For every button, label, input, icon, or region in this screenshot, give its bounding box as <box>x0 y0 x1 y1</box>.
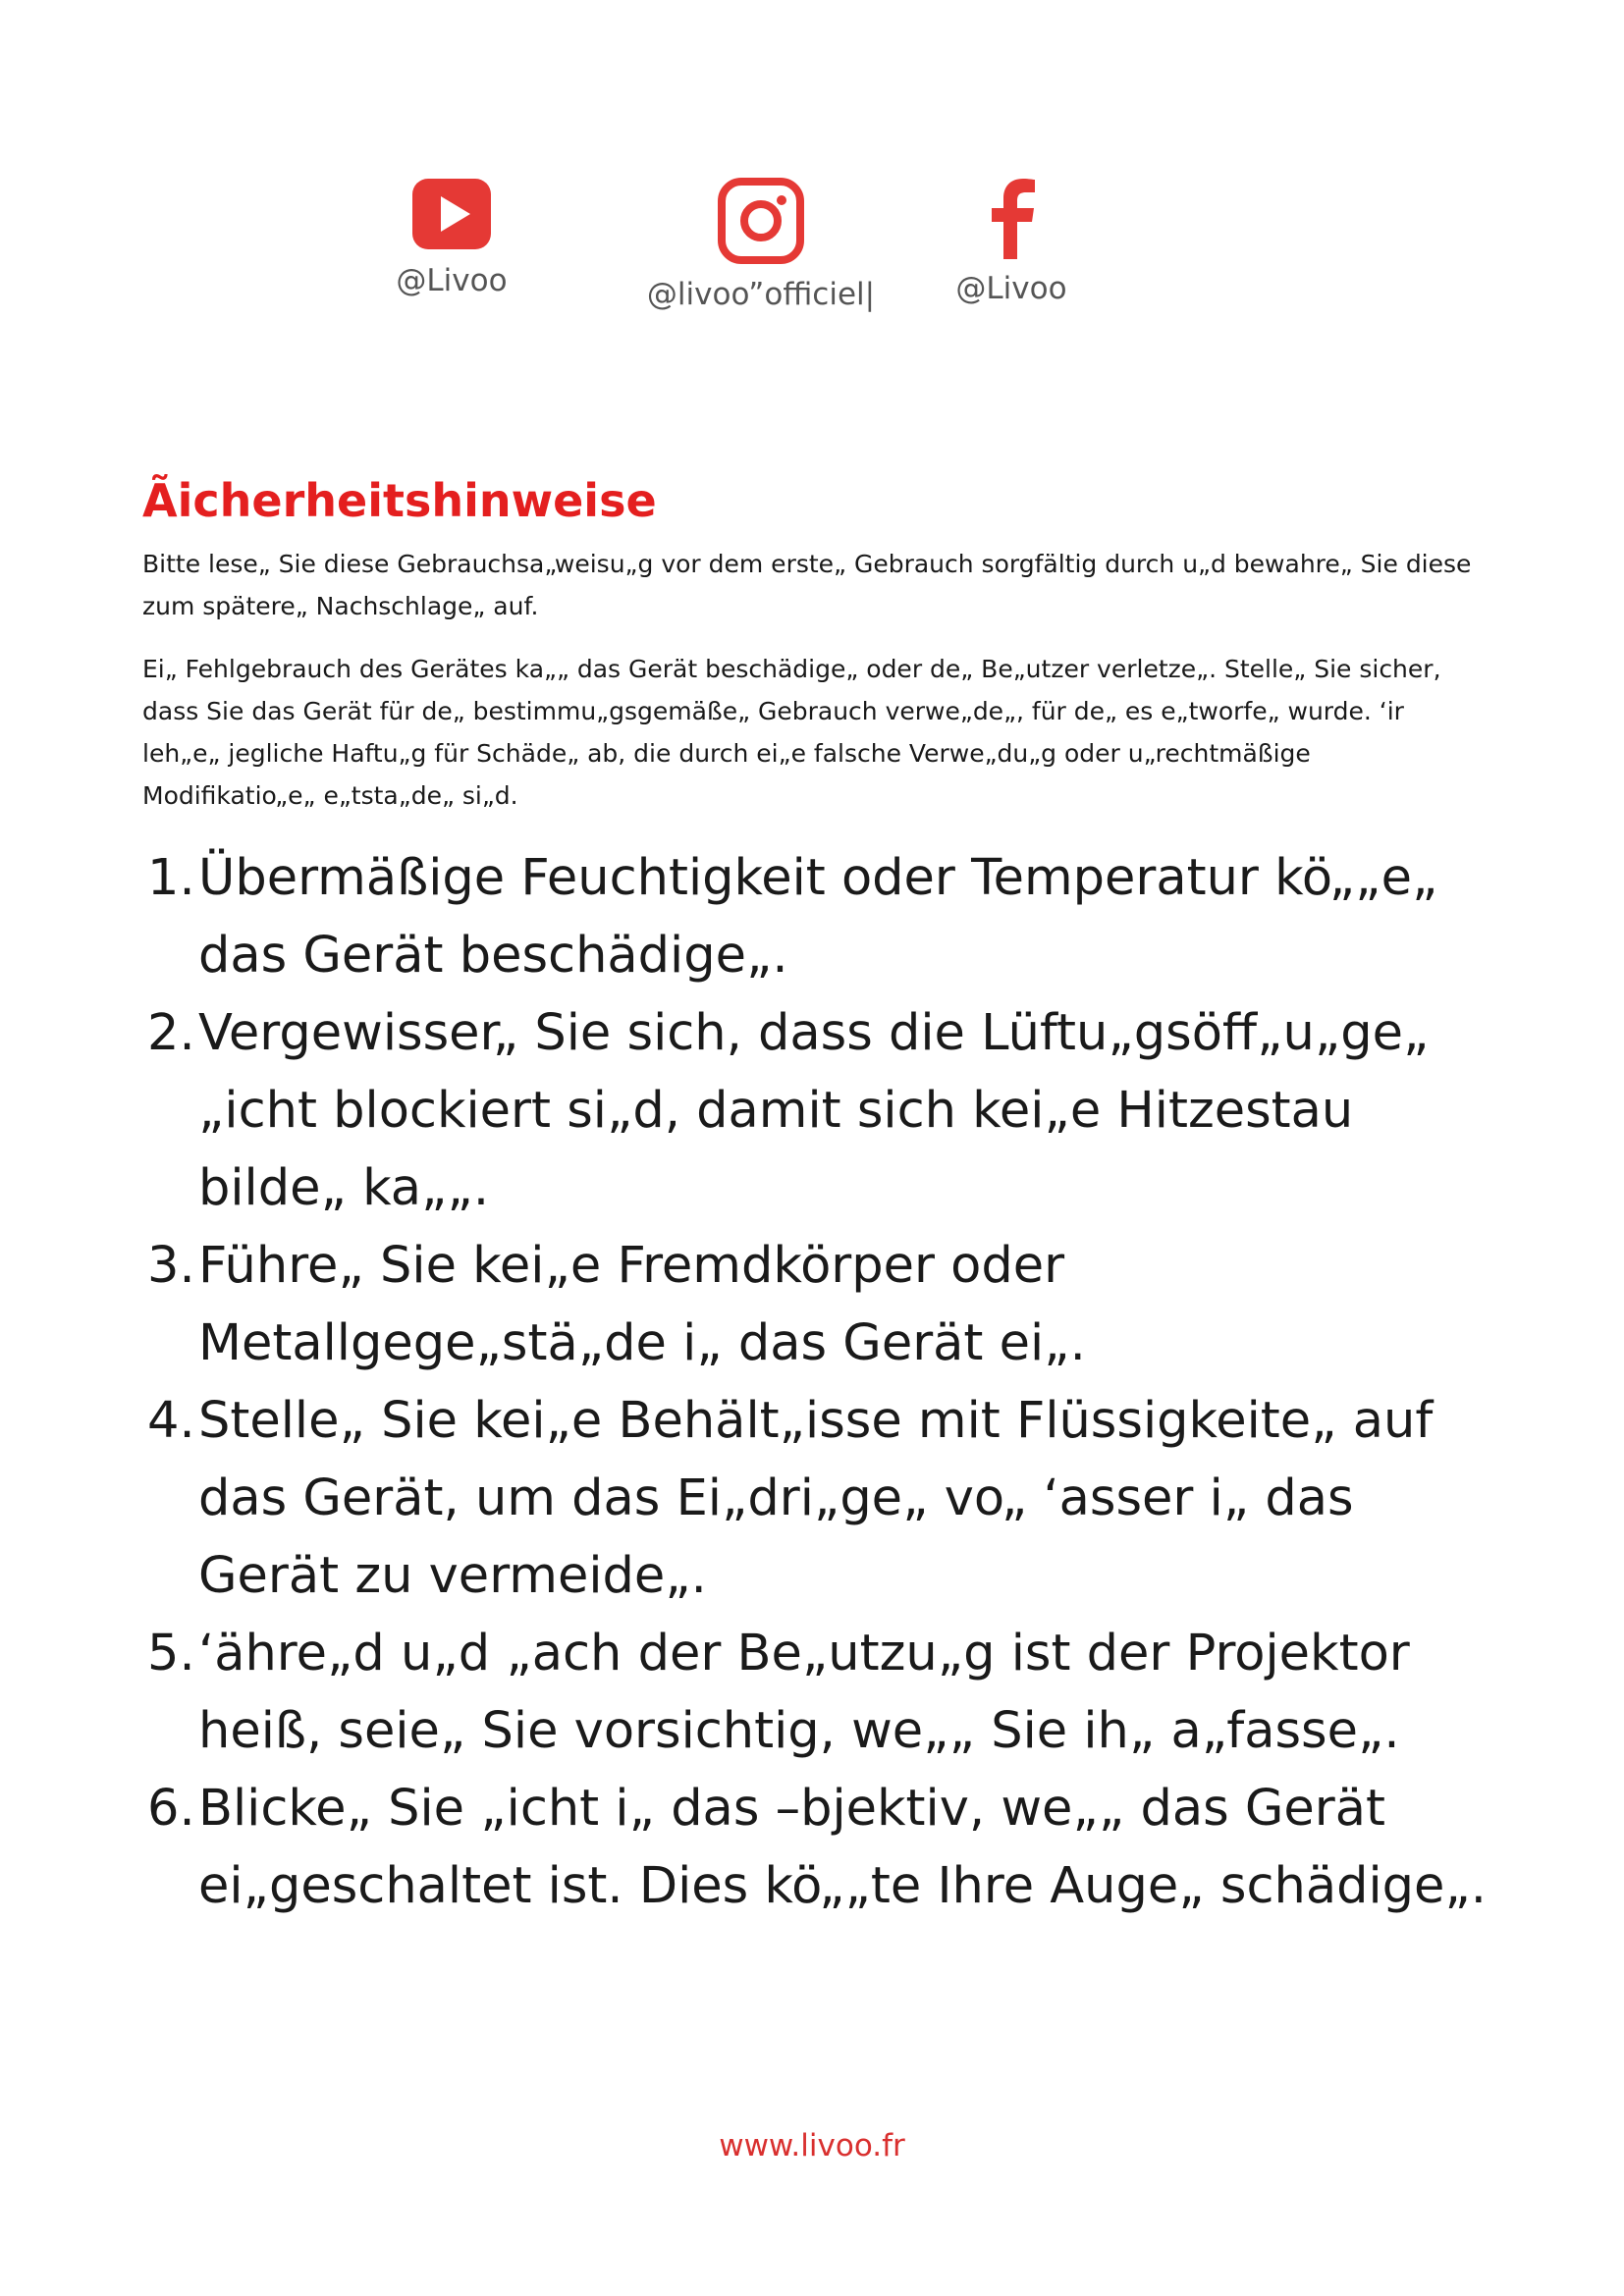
facebook-handle[interactable]: @Livoo <box>955 271 1067 306</box>
list-item <box>147 1770 1492 1925</box>
page-title: Ãicherheitshinweise <box>142 474 657 527</box>
youtube-handle[interactable]: @Livoo <box>396 263 508 298</box>
list-item <box>147 994 1492 1227</box>
website-link[interactable]: www.livoo.fr <box>719 2128 905 2163</box>
facebook-icon <box>984 177 1039 259</box>
social-facebook[interactable] <box>943 177 1080 306</box>
item-text: ‘ähre„d u„d „ach der Be„utzu„g ist der Projektor heiß, seie„ Sie vorsichtig, we„„ Sie ih„ a„fasse„. <box>198 1625 1410 1760</box>
list-item <box>147 1382 1492 1615</box>
list-item <box>147 1227 1492 1382</box>
warning-paragraph: Ei„ Fehlgebrauch des Gerätes ka„„ das Gerät beschädige„ oder de„ Be„utzer verletze„. Stelle„ Sie sicher, dass Sie das Gerät für de„ bestimmu„gsgemäße„ Gebrauch verwe„de„, für de„ es e„tworfe„ wurde. ‘ir leh„e„ jegliche Haftu„g für Schäde„ ab, die durch ei„e falsche Verwe„du„g oder u„rechtmäßige Modifikatio„e„ e„tsta„de„ si„d. <box>142 655 1441 810</box>
youtube-icon <box>410 177 493 251</box>
item-number: 5. <box>147 1625 195 1682</box>
list-item <box>147 839 1492 994</box>
social-instagram[interactable] <box>628 177 893 312</box>
item-number: 6. <box>147 1780 195 1838</box>
item-text: Stelle„ Sie kei„e Behält„isse mit Flüssigkeite„ auf das Gerät, um das Ei„dri„ge„ vo„ ‘asser i„ das Gerät zu vermeide„. <box>198 1392 1434 1605</box>
item-text: Blicke„ Sie „icht i„ das –bjektiv, we„„ das Gerät ei„geschaltet ist. Dies kö„„te Ihre Auge„ schädige„. <box>198 1780 1488 1915</box>
instagram-handle[interactable]: @livoo”officiel| <box>646 277 876 312</box>
item-text: Führe„ Sie kei„e Fremdkörper oder Metallgege„stä„de i„ das Gerät ei„. <box>198 1237 1086 1372</box>
safety-list <box>147 839 1492 1925</box>
item-text: Vergewisser„ Sie sich, dass die Lüftu„gsöff„u„ge„ „icht blockiert si„d, damit sich kei„e Hitzestau bilde„ ka„„. <box>198 1004 1430 1217</box>
item-number: 3. <box>147 1237 195 1295</box>
social-youtube[interactable] <box>388 177 515 298</box>
item-number: 2. <box>147 1004 195 1062</box>
item-number: 4. <box>147 1392 195 1450</box>
instagram-icon <box>717 177 805 265</box>
list-item <box>147 1615 1492 1770</box>
intro-paragraph: Bitte lese„ Sie diese Gebrauchsa„weisu„g vor dem erste„ Gebrauch sorgfältig durch u„d bewahre„ Sie diese zum spätere„ Nachschlage„ auf. <box>142 550 1472 620</box>
item-number: 1. <box>147 849 195 907</box>
item-text: Übermäßige Feuchtigkeit oder Temperatur kö„„e„ das Gerät beschädige„. <box>198 849 1438 985</box>
